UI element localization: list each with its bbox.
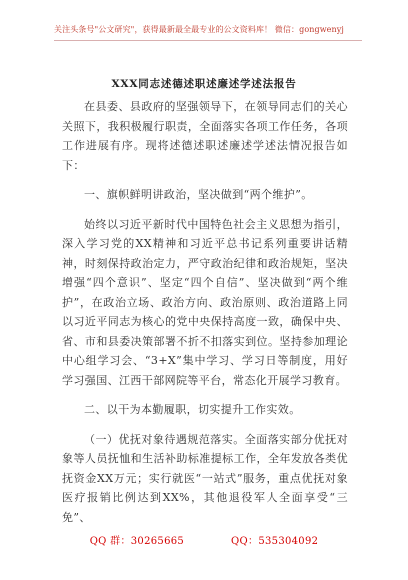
header-banner: 关注头条号"公文研究"，获得最新最全最专业的公文资料库！ 微信：gongwenyj <box>54 25 344 34</box>
section-paragraph-2: （一）优抚对象待遇规范落实。全面落实部分优抚对象等人员抚恤和生活补助标准提标工作，全年发放各类优抚资金XX万元；实行就医“一站式”服务，重点优抚对象医疗报销比例达到XX%，其他退役军人全面享受“三免”、 <box>62 432 348 524</box>
document-title: XXX同志述德述职述廉述学述法报告 <box>111 78 297 90</box>
section-heading-2: 二、以干为本勤履职，切实提升工作实效。 <box>84 403 301 416</box>
footer-qq-contact: QQ：535304092 <box>231 536 319 547</box>
document-body <box>62 97 348 527</box>
intro-paragraph: 在县委、县政府的坚强领导下，在领导同志们的关心关照下，我积极履行职责，全面落实各项工作任务，各项工作进展有序。现将述德述职述廉述学述法情况报告如下： <box>62 100 348 172</box>
section-paragraph-1: 始终以习近平新时代中国特色社会主义思想为指引，深入学习党的XX精神和习近平总书记系列重要讲话精神，时刻保持政治定力，严守政治纪律和政治规矩，坚决增强“四个意识”、坚定“四个自信”、坚决做到“两个维护”，在政治立场、政治方向、政治原则、政治道路上同以习近平同志为核心的党中央保持高度一致，确保中央、省、市和县委决策部署不折不扣落实到位。坚持参加理论中心组学习会、“3+X”集中学习、学习日等制度，用好学习强国、江西干部网院等平台，常态化开展学习教育。 <box>62 217 348 387</box>
footer-contact <box>0 532 408 547</box>
footer-qq-group: QQ 群：30265665 <box>89 536 185 547</box>
section-heading-1: 一、旗帜鲜明讲政治，坚决做到“两个维护”。 <box>84 188 313 201</box>
header-divider <box>54 40 362 41</box>
